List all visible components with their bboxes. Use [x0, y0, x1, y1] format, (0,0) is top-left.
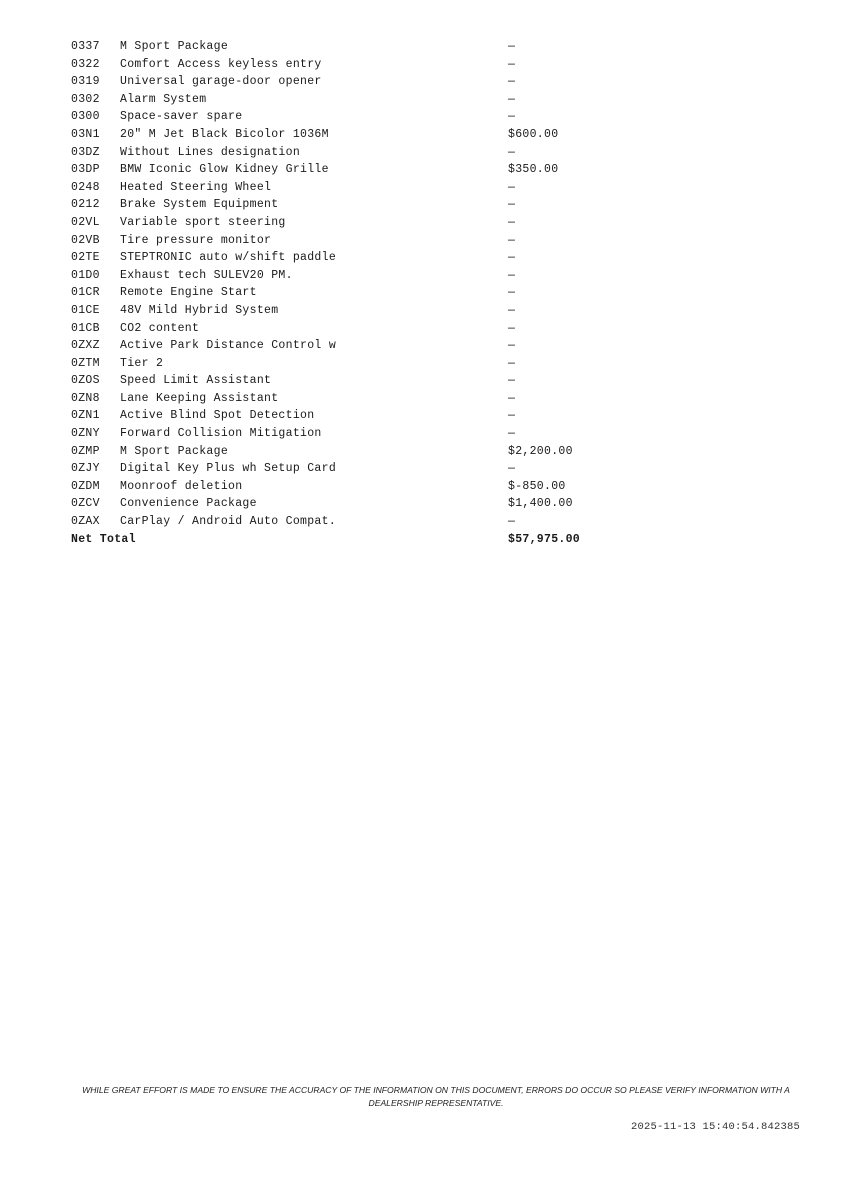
option-code: 03N1 — [71, 127, 100, 141]
option-row — [71, 320, 631, 338]
option-code: 0302 — [71, 92, 100, 106]
option-price: — — [508, 303, 516, 317]
net-total-label: Net Total — [71, 532, 136, 546]
option-price: — — [508, 515, 516, 529]
option-code: 0ZJY — [71, 462, 100, 476]
option-code: 0ZN8 — [71, 391, 100, 405]
option-price: — — [508, 198, 516, 212]
option-description: Comfort Access keyless entry — [120, 57, 322, 71]
option-price: — — [508, 233, 516, 247]
option-price: — — [508, 57, 516, 71]
option-description: M Sport Package — [120, 40, 229, 53]
option-description: Moonroof deletion — [120, 479, 243, 493]
option-description: Forward Collision Mitigation — [120, 427, 322, 441]
option-price: — — [508, 110, 516, 124]
option-row — [71, 214, 631, 232]
option-row — [71, 355, 631, 373]
option-description: Remote Engine Start — [120, 286, 257, 300]
option-row — [71, 126, 631, 144]
net-total-amount: $57,975.00 — [508, 532, 581, 546]
option-row — [71, 196, 631, 214]
option-description: CO2 content — [120, 321, 200, 335]
option-description: Active Park Distance Control w — [120, 339, 337, 353]
option-code: 0ZOS — [71, 374, 100, 388]
option-description: Speed Limit Assistant — [120, 374, 272, 388]
option-code: 02VL — [71, 215, 100, 229]
option-code: 0ZDM — [71, 479, 100, 493]
option-price: — — [508, 356, 516, 370]
option-description: 48V Mild Hybrid System — [120, 303, 279, 317]
option-row — [71, 372, 631, 390]
option-price: — — [508, 409, 516, 423]
option-price: — — [508, 40, 516, 53]
option-code: 0300 — [71, 110, 100, 124]
option-price: — — [508, 462, 516, 476]
option-code: 01CB — [71, 321, 100, 335]
option-description: Without Lines designation — [120, 145, 301, 159]
option-price: — — [508, 251, 516, 265]
option-row — [71, 179, 631, 197]
option-code: 0319 — [71, 75, 100, 89]
option-row — [71, 108, 631, 126]
option-code: 02VB — [71, 233, 100, 247]
option-price: $1,400.00 — [508, 497, 573, 511]
option-row — [71, 56, 631, 74]
option-description: Tire pressure monitor — [120, 233, 272, 247]
option-code: 0ZTM — [71, 356, 100, 370]
net-total-row — [71, 531, 631, 549]
option-code: 0ZMP — [71, 444, 100, 458]
option-description: Space-saver spare — [120, 110, 243, 124]
option-row — [71, 73, 631, 91]
option-code: 0ZN1 — [71, 409, 100, 423]
option-code: 01CR — [71, 286, 100, 300]
option-row — [71, 284, 631, 302]
option-price: — — [508, 427, 516, 441]
option-description: Universal garage-door opener — [120, 75, 322, 89]
option-description: Convenience Package — [120, 497, 257, 511]
option-description: Variable sport steering — [120, 215, 286, 229]
option-description: CarPlay / Android Auto Compat. — [120, 515, 337, 529]
option-description: Brake System Equipment — [120, 198, 279, 212]
option-description: Heated Steering Wheel — [120, 180, 272, 194]
option-code: 01CE — [71, 303, 100, 317]
option-code: 02TE — [71, 251, 100, 265]
option-description: Alarm System — [120, 92, 207, 106]
option-code: 03DP — [71, 163, 100, 177]
option-row — [71, 302, 631, 320]
option-row — [71, 460, 631, 478]
option-code: 0248 — [71, 180, 100, 194]
option-price: — — [508, 286, 516, 300]
option-code: 0ZAX — [71, 515, 100, 529]
option-description: Digital Key Plus wh Setup Card — [120, 462, 337, 476]
option-description: Lane Keeping Assistant — [120, 391, 279, 405]
option-price: $2,200.00 — [508, 444, 573, 458]
option-price: — — [508, 180, 516, 194]
option-price: — — [508, 391, 516, 405]
disclaimer-text: WHILE GREAT EFFORT IS MADE TO ENSURE THE ACCURACY OF THE INFORMATION ON THIS DOCUMENT, ERRORS DO OCCUR SO PLEASE VERIFY INFORMATION WITH A DEALERSHIP REPRESENTATIVE. — [82, 1085, 790, 1108]
option-description: STEPTRONIC auto w/shift paddle — [120, 251, 337, 265]
option-price: — — [508, 268, 516, 282]
option-row — [71, 267, 631, 285]
option-code: 03DZ — [71, 145, 100, 159]
option-row — [71, 232, 631, 250]
option-code: 0322 — [71, 57, 100, 71]
option-price: $350.00 — [508, 163, 559, 177]
option-rows — [71, 38, 631, 531]
option-code: 0212 — [71, 198, 100, 212]
option-price: — — [508, 339, 516, 353]
option-row — [71, 495, 631, 513]
option-row — [71, 513, 631, 531]
option-row — [71, 337, 631, 355]
option-row — [71, 144, 631, 162]
option-code: 0337 — [71, 40, 100, 53]
option-row — [71, 407, 631, 425]
option-description: 20" M Jet Black Bicolor 1036M — [120, 127, 329, 141]
option-price: — — [508, 75, 516, 89]
option-row — [71, 91, 631, 109]
option-description: M Sport Package — [120, 444, 229, 458]
option-description: Tier 2 — [120, 356, 164, 370]
option-code: 0ZNY — [71, 427, 100, 441]
print-timestamp: 2025-11-13 15:40:54.842385 — [630, 1121, 800, 1133]
option-price: $-850.00 — [508, 479, 566, 493]
option-row — [71, 425, 631, 443]
option-code: 0ZXZ — [71, 339, 100, 353]
option-row — [71, 390, 631, 408]
options-table — [71, 38, 631, 548]
option-price: — — [508, 145, 516, 159]
option-row — [71, 38, 631, 56]
option-price: — — [508, 374, 516, 388]
option-description: Active Blind Spot Detection — [120, 409, 315, 423]
option-row — [71, 161, 631, 179]
option-code: 0ZCV — [71, 497, 100, 511]
option-price: — — [508, 321, 516, 335]
option-description: BMW Iconic Glow Kidney Grille — [120, 163, 329, 177]
option-price: $600.00 — [508, 127, 559, 141]
option-row — [71, 478, 631, 496]
option-price: — — [508, 92, 516, 106]
option-description: Exhaust tech SULEV20 PM. — [120, 268, 293, 282]
option-code: 01D0 — [71, 268, 100, 282]
option-row — [71, 249, 631, 267]
option-price: — — [508, 215, 516, 229]
option-row — [71, 443, 631, 461]
